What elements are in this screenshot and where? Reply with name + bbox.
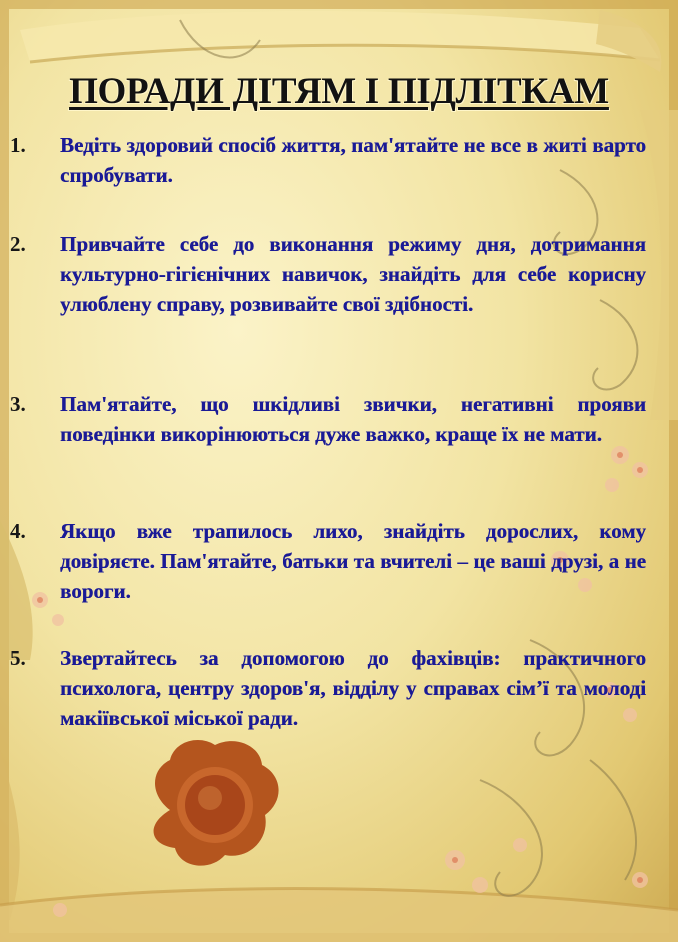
- list-item-text: Привчайте себе до виконання режиму дня, дотримання культурно-гігієнічних навичок, знайдіть для себе корисну улюблену справу, розвивайте свої здібності.: [60, 232, 646, 316]
- list-item: [10, 389, 646, 449]
- list-item-text: Звертайтесь за допомогою до фахівців: практичного психолога, центру здоров'я, відділу у справах сім’ї та молоді макіївської міської ради.: [60, 646, 646, 730]
- page-title: ПОРАДИ ДІТЯМ І ПІДЛІТКАМ: [69, 71, 609, 112]
- list-item: [10, 130, 646, 190]
- wax-seal-icon: [154, 740, 279, 866]
- list-item: [10, 643, 646, 733]
- list-item-text: Пам'ятайте, що шкідливі звички, негативні прояви поведінки викорінюються дуже важко, краще їх не мати.: [60, 392, 646, 446]
- list-item-number: 4.: [10, 519, 26, 543]
- list-item: [10, 516, 646, 606]
- top-scroll-roll: [20, 10, 661, 72]
- list-item-text: Ведіть здоровий спосіб життя, пам'ятайте не все в житі варто спробувати.: [60, 133, 646, 187]
- list-item-number: 1.: [10, 133, 26, 157]
- list-item-text: Якщо вже трапилось лихо, знайдіть дорослих, кому довіряєте. Пам'ятайте, батьки та вчителі – це ваші друзі, а не вороги.: [60, 519, 646, 603]
- list-item: [10, 229, 646, 319]
- list-item-number: 3.: [10, 392, 26, 416]
- list-item-number: 5.: [10, 646, 26, 670]
- list-item-number: 2.: [10, 232, 26, 256]
